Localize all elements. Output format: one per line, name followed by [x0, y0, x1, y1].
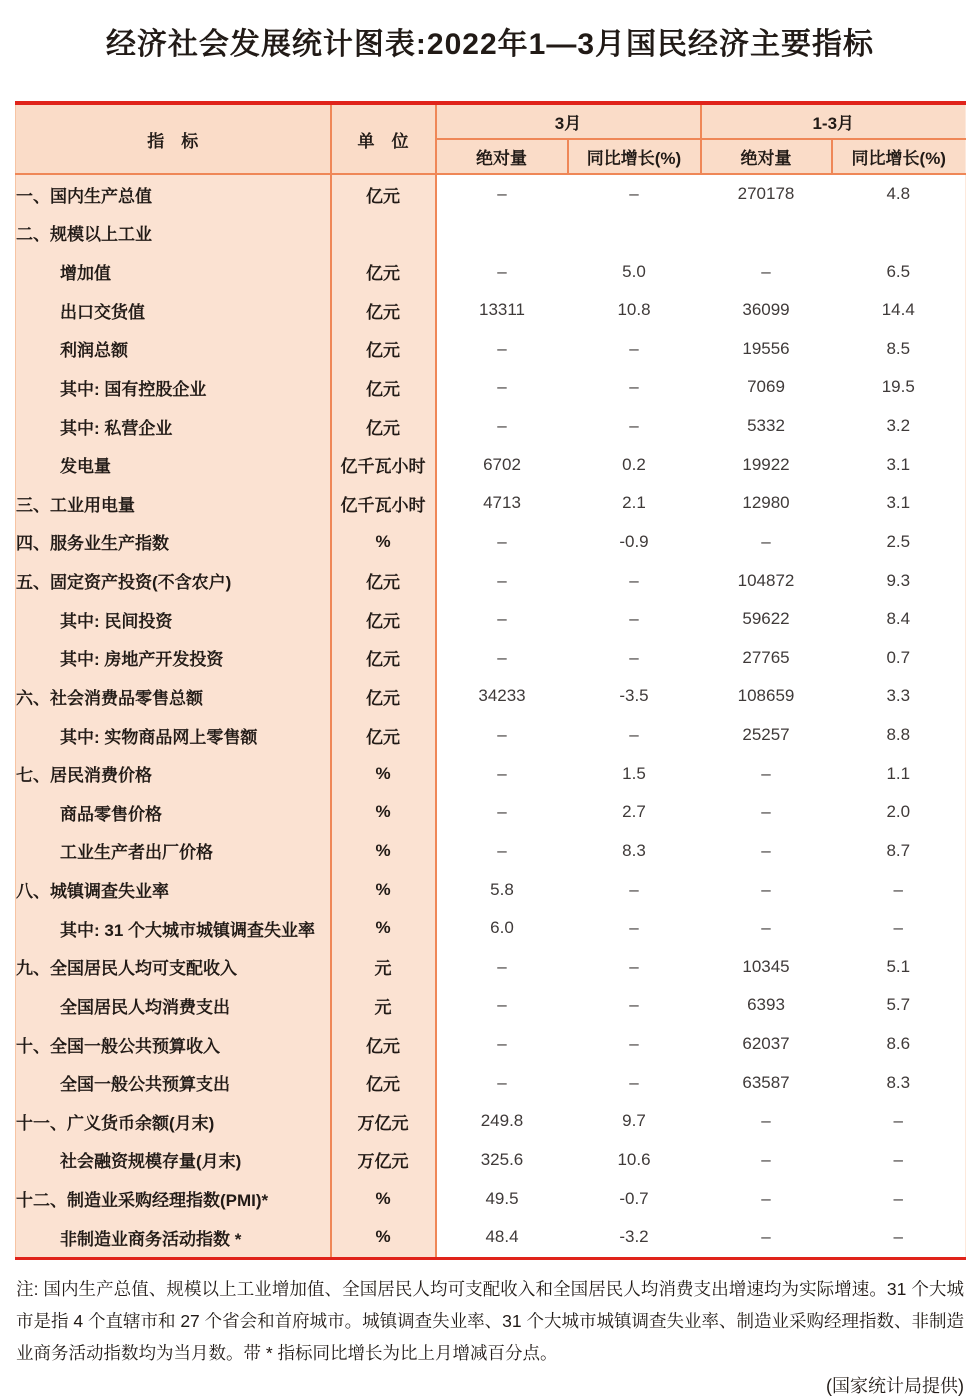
unit-cell: %	[331, 1218, 436, 1258]
march-absolute-cell: –	[436, 174, 568, 214]
table-row	[16, 291, 966, 330]
header-march-yoy: 同比增长(%)	[568, 139, 701, 174]
march-absolute-cell: –	[436, 986, 568, 1025]
march-absolute-cell: 49.5	[436, 1179, 568, 1218]
jan-mar-yoy-cell: –	[832, 1141, 966, 1180]
row-label-cell: 十一、广义货币余额(月末)	[16, 1102, 331, 1141]
table-row	[16, 1102, 966, 1141]
jan-mar-yoy-cell: –	[832, 1218, 966, 1258]
unit-cell: %	[331, 754, 436, 793]
march-absolute-cell	[436, 214, 568, 253]
jan-mar-absolute-cell: 5332	[701, 407, 832, 446]
jan-mar-yoy-cell: –	[832, 870, 966, 909]
march-yoy-cell: –	[568, 330, 701, 369]
march-yoy-cell: -3.5	[568, 677, 701, 716]
march-absolute-cell: –	[436, 1063, 568, 1102]
jan-mar-yoy-cell: 4.8	[832, 174, 966, 214]
table-row	[16, 1141, 966, 1180]
jan-mar-yoy-cell: 2.0	[832, 793, 966, 832]
unit-cell: 亿元	[331, 1025, 436, 1064]
march-absolute-cell: –	[436, 600, 568, 639]
jan-mar-absolute-cell: –	[701, 870, 832, 909]
jan-mar-yoy-cell: 2.5	[832, 523, 966, 562]
unit-cell: 亿千瓦小时	[331, 445, 436, 484]
jan-mar-yoy-cell: 9.3	[832, 561, 966, 600]
table-row	[16, 407, 966, 446]
march-yoy-cell: –	[568, 174, 701, 214]
table-row	[16, 677, 966, 716]
jan-mar-absolute-cell: –	[701, 1102, 832, 1141]
march-yoy-cell: –	[568, 407, 701, 446]
march-absolute-cell: –	[436, 793, 568, 832]
jan-mar-yoy-cell: 8.4	[832, 600, 966, 639]
jan-mar-yoy-cell	[832, 214, 966, 253]
march-yoy-cell: –	[568, 870, 701, 909]
march-absolute-cell: –	[436, 716, 568, 755]
table-row	[16, 600, 966, 639]
march-yoy-cell: -3.2	[568, 1218, 701, 1258]
table-row	[16, 1025, 966, 1064]
header-jan-mar-absolute: 绝对量	[701, 139, 832, 174]
march-yoy-cell: -0.7	[568, 1179, 701, 1218]
row-label-cell: 工业生产者出厂价格	[16, 832, 331, 871]
march-yoy-cell: –	[568, 368, 701, 407]
row-label-cell: 出口交货值	[16, 291, 331, 330]
jan-mar-absolute-cell: –	[701, 832, 832, 871]
march-absolute-cell: –	[436, 1025, 568, 1064]
march-yoy-cell: –	[568, 716, 701, 755]
jan-mar-yoy-cell: 8.3	[832, 1063, 966, 1102]
row-label-cell: 其中: 房地产开发投资	[16, 639, 331, 678]
march-yoy-cell: 0.2	[568, 445, 701, 484]
march-absolute-cell: 34233	[436, 677, 568, 716]
march-absolute-cell: 13311	[436, 291, 568, 330]
table-row	[16, 214, 966, 253]
jan-mar-absolute-cell: 27765	[701, 639, 832, 678]
march-absolute-cell: –	[436, 252, 568, 291]
row-label-cell: 社会融资规模存量(月末)	[16, 1141, 331, 1180]
page-title: 经济社会发展统计图表:2022年1—3月国民经济主要指标	[105, 28, 875, 61]
march-yoy-cell: –	[568, 986, 701, 1025]
jan-mar-yoy-cell: 0.7	[832, 639, 966, 678]
jan-mar-yoy-cell: 19.5	[832, 368, 966, 407]
march-absolute-cell: –	[436, 407, 568, 446]
jan-mar-absolute-cell: 270178	[701, 174, 832, 214]
row-label-cell: 其中: 国有控股企业	[16, 368, 331, 407]
table-row	[16, 1063, 966, 1102]
table-row	[16, 754, 966, 793]
row-label-cell: 商品零售价格	[16, 793, 331, 832]
row-label-cell: 其中: 实物商品网上零售额	[16, 716, 331, 755]
jan-mar-absolute-cell: 19556	[701, 330, 832, 369]
march-yoy-cell: –	[568, 561, 701, 600]
jan-mar-absolute-cell: 108659	[701, 677, 832, 716]
jan-mar-absolute-cell: 36099	[701, 291, 832, 330]
table-row	[16, 948, 966, 987]
row-label-cell: 非制造业商务活动指数 *	[16, 1218, 331, 1258]
march-yoy-cell: –	[568, 948, 701, 987]
table-row	[16, 1218, 966, 1258]
unit-cell	[331, 214, 436, 253]
jan-mar-absolute-cell: –	[701, 523, 832, 562]
row-label-cell: 一、国内生产总值	[16, 174, 331, 214]
jan-mar-absolute-cell: 12980	[701, 484, 832, 523]
table-row	[16, 716, 966, 755]
jan-mar-absolute-cell: 62037	[701, 1025, 832, 1064]
jan-mar-yoy-cell: –	[832, 909, 966, 948]
row-label-cell: 全国一般公共预算支出	[16, 1063, 331, 1102]
march-absolute-cell: –	[436, 561, 568, 600]
march-yoy-cell	[568, 214, 701, 253]
jan-mar-yoy-cell: 5.7	[832, 986, 966, 1025]
jan-mar-yoy-cell: 3.1	[832, 445, 966, 484]
header-group-jan-mar: 1-3月	[701, 103, 966, 139]
unit-cell: 亿元	[331, 330, 436, 369]
row-label-cell: 利润总额	[16, 330, 331, 369]
unit-cell: 亿元	[331, 639, 436, 678]
march-yoy-cell: –	[568, 1063, 701, 1102]
unit-cell: 万亿元	[331, 1141, 436, 1180]
row-label-cell: 其中: 私营企业	[16, 407, 331, 446]
jan-mar-yoy-cell: 8.6	[832, 1025, 966, 1064]
march-yoy-cell: 5.0	[568, 252, 701, 291]
row-label-cell: 发电量	[16, 445, 331, 484]
jan-mar-absolute-cell: –	[701, 1141, 832, 1180]
row-label-cell: 十二、制造业采购经理指数(PMI)*	[16, 1179, 331, 1218]
jan-mar-absolute-cell: 104872	[701, 561, 832, 600]
row-label-cell: 其中: 民间投资	[16, 600, 331, 639]
table-header	[16, 103, 966, 174]
march-absolute-cell: 6702	[436, 445, 568, 484]
table-row	[16, 909, 966, 948]
table-row	[16, 870, 966, 909]
march-yoy-cell: –	[568, 600, 701, 639]
jan-mar-absolute-cell: 59622	[701, 600, 832, 639]
march-yoy-cell: –	[568, 909, 701, 948]
header-unit: 单 位	[331, 103, 436, 174]
jan-mar-absolute-cell: –	[701, 909, 832, 948]
jan-mar-absolute-cell: 10345	[701, 948, 832, 987]
march-absolute-cell: –	[436, 948, 568, 987]
table-row	[16, 832, 966, 871]
unit-cell: 亿元	[331, 561, 436, 600]
march-yoy-cell: 10.8	[568, 291, 701, 330]
march-yoy-cell: 2.7	[568, 793, 701, 832]
jan-mar-yoy-cell: 8.8	[832, 716, 966, 755]
jan-mar-absolute-cell: 25257	[701, 716, 832, 755]
march-yoy-cell: 9.7	[568, 1102, 701, 1141]
table-row	[16, 986, 966, 1025]
jan-mar-yoy-cell: –	[832, 1102, 966, 1141]
table-row	[16, 174, 966, 214]
march-yoy-cell: 8.3	[568, 832, 701, 871]
footnote: 注: 国内生产总值、规模以上工业增加值、全国居民人均可支配收入和全国居民人均消费支出增速均为实际增速。31 个大城市是指 4 个直辖市和 27 个省会和首府城市。城镇调查失业率、31 个大城市城镇调查失业率、制造业采购经理指数、非制造业商务活动指数均为当月数。带 * 指标同比增长为比上月增减百分点。	[16, 1278, 964, 1363]
indicators-table	[15, 101, 966, 1260]
header-jan-mar-yoy: 同比增长(%)	[832, 139, 966, 174]
march-yoy-cell: –	[568, 1025, 701, 1064]
row-label-cell: 六、社会消费品零售总额	[16, 677, 331, 716]
row-label-cell: 其中: 31 个大城市城镇调查失业率	[16, 909, 331, 948]
unit-cell: 亿元	[331, 252, 436, 291]
unit-cell: 亿元	[331, 368, 436, 407]
march-yoy-cell: 2.1	[568, 484, 701, 523]
march-absolute-cell: 4713	[436, 484, 568, 523]
row-label-cell: 三、工业用电量	[16, 484, 331, 523]
jan-mar-absolute-cell: 63587	[701, 1063, 832, 1102]
jan-mar-absolute-cell: –	[701, 1179, 832, 1218]
row-label-cell: 七、居民消费价格	[16, 754, 331, 793]
table-row	[16, 793, 966, 832]
march-yoy-cell: -0.9	[568, 523, 701, 562]
unit-cell: %	[331, 870, 436, 909]
unit-cell: 万亿元	[331, 1102, 436, 1141]
row-label-cell: 九、全国居民人均可支配收入	[16, 948, 331, 987]
table-row	[16, 330, 966, 369]
row-label-cell: 全国居民人均消费支出	[16, 986, 331, 1025]
table-row	[16, 561, 966, 600]
table-row	[16, 252, 966, 291]
unit-cell: %	[331, 793, 436, 832]
march-yoy-cell: 1.5	[568, 754, 701, 793]
march-absolute-cell: –	[436, 330, 568, 369]
row-label-cell: 增加值	[16, 252, 331, 291]
jan-mar-absolute-cell: –	[701, 252, 832, 291]
table-row	[16, 523, 966, 562]
march-absolute-cell: 249.8	[436, 1102, 568, 1141]
unit-cell: 亿元	[331, 600, 436, 639]
jan-mar-absolute-cell	[701, 214, 832, 253]
march-absolute-cell: 5.8	[436, 870, 568, 909]
unit-cell: 亿元	[331, 1063, 436, 1102]
march-absolute-cell: –	[436, 523, 568, 562]
jan-mar-absolute-cell: 7069	[701, 368, 832, 407]
march-yoy-cell: 10.6	[568, 1141, 701, 1180]
source-credit: (国家统计局提供)	[826, 1375, 964, 1396]
row-label-cell: 十、全国一般公共预算收入	[16, 1025, 331, 1064]
march-absolute-cell: –	[436, 639, 568, 678]
jan-mar-yoy-cell: 3.3	[832, 677, 966, 716]
unit-cell: 亿千瓦小时	[331, 484, 436, 523]
march-absolute-cell: –	[436, 832, 568, 871]
jan-mar-yoy-cell: 3.1	[832, 484, 966, 523]
jan-mar-yoy-cell: 8.5	[832, 330, 966, 369]
table-body	[16, 174, 966, 1258]
march-absolute-cell: 325.6	[436, 1141, 568, 1180]
jan-mar-absolute-cell: –	[701, 1218, 832, 1258]
jan-mar-yoy-cell: 1.1	[832, 754, 966, 793]
unit-cell: 亿元	[331, 716, 436, 755]
march-absolute-cell: 6.0	[436, 909, 568, 948]
header-indicator: 指 标	[16, 103, 331, 174]
unit-cell: 元	[331, 986, 436, 1025]
march-yoy-cell: –	[568, 639, 701, 678]
jan-mar-yoy-cell: 3.2	[832, 407, 966, 446]
row-label-cell: 八、城镇调查失业率	[16, 870, 331, 909]
unit-cell: 亿元	[331, 407, 436, 446]
unit-cell: 亿元	[331, 174, 436, 214]
jan-mar-yoy-cell: –	[832, 1179, 966, 1218]
header-march-absolute: 绝对量	[436, 139, 568, 174]
row-label-cell: 二、规模以上工业	[16, 214, 331, 253]
table-row	[16, 1179, 966, 1218]
jan-mar-yoy-cell: 14.4	[832, 291, 966, 330]
unit-cell: %	[331, 832, 436, 871]
table-row	[16, 484, 966, 523]
jan-mar-yoy-cell: 6.5	[832, 252, 966, 291]
unit-cell: %	[331, 1179, 436, 1218]
unit-cell: %	[331, 909, 436, 948]
unit-cell: 元	[331, 948, 436, 987]
march-absolute-cell: –	[436, 754, 568, 793]
jan-mar-absolute-cell: –	[701, 754, 832, 793]
unit-cell: 亿元	[331, 291, 436, 330]
row-label-cell: 四、服务业生产指数	[16, 523, 331, 562]
table-row	[16, 639, 966, 678]
jan-mar-absolute-cell: 19922	[701, 445, 832, 484]
row-label-cell: 五、固定资产投资(不含农户)	[16, 561, 331, 600]
header-group-march: 3月	[436, 103, 701, 139]
march-absolute-cell: –	[436, 368, 568, 407]
jan-mar-yoy-cell: 8.7	[832, 832, 966, 871]
unit-cell: 亿元	[331, 677, 436, 716]
jan-mar-yoy-cell: 5.1	[832, 948, 966, 987]
table-row	[16, 368, 966, 407]
march-absolute-cell: 48.4	[436, 1218, 568, 1258]
jan-mar-absolute-cell: 6393	[701, 986, 832, 1025]
unit-cell: %	[331, 523, 436, 562]
table-row	[16, 445, 966, 484]
jan-mar-absolute-cell: –	[701, 793, 832, 832]
